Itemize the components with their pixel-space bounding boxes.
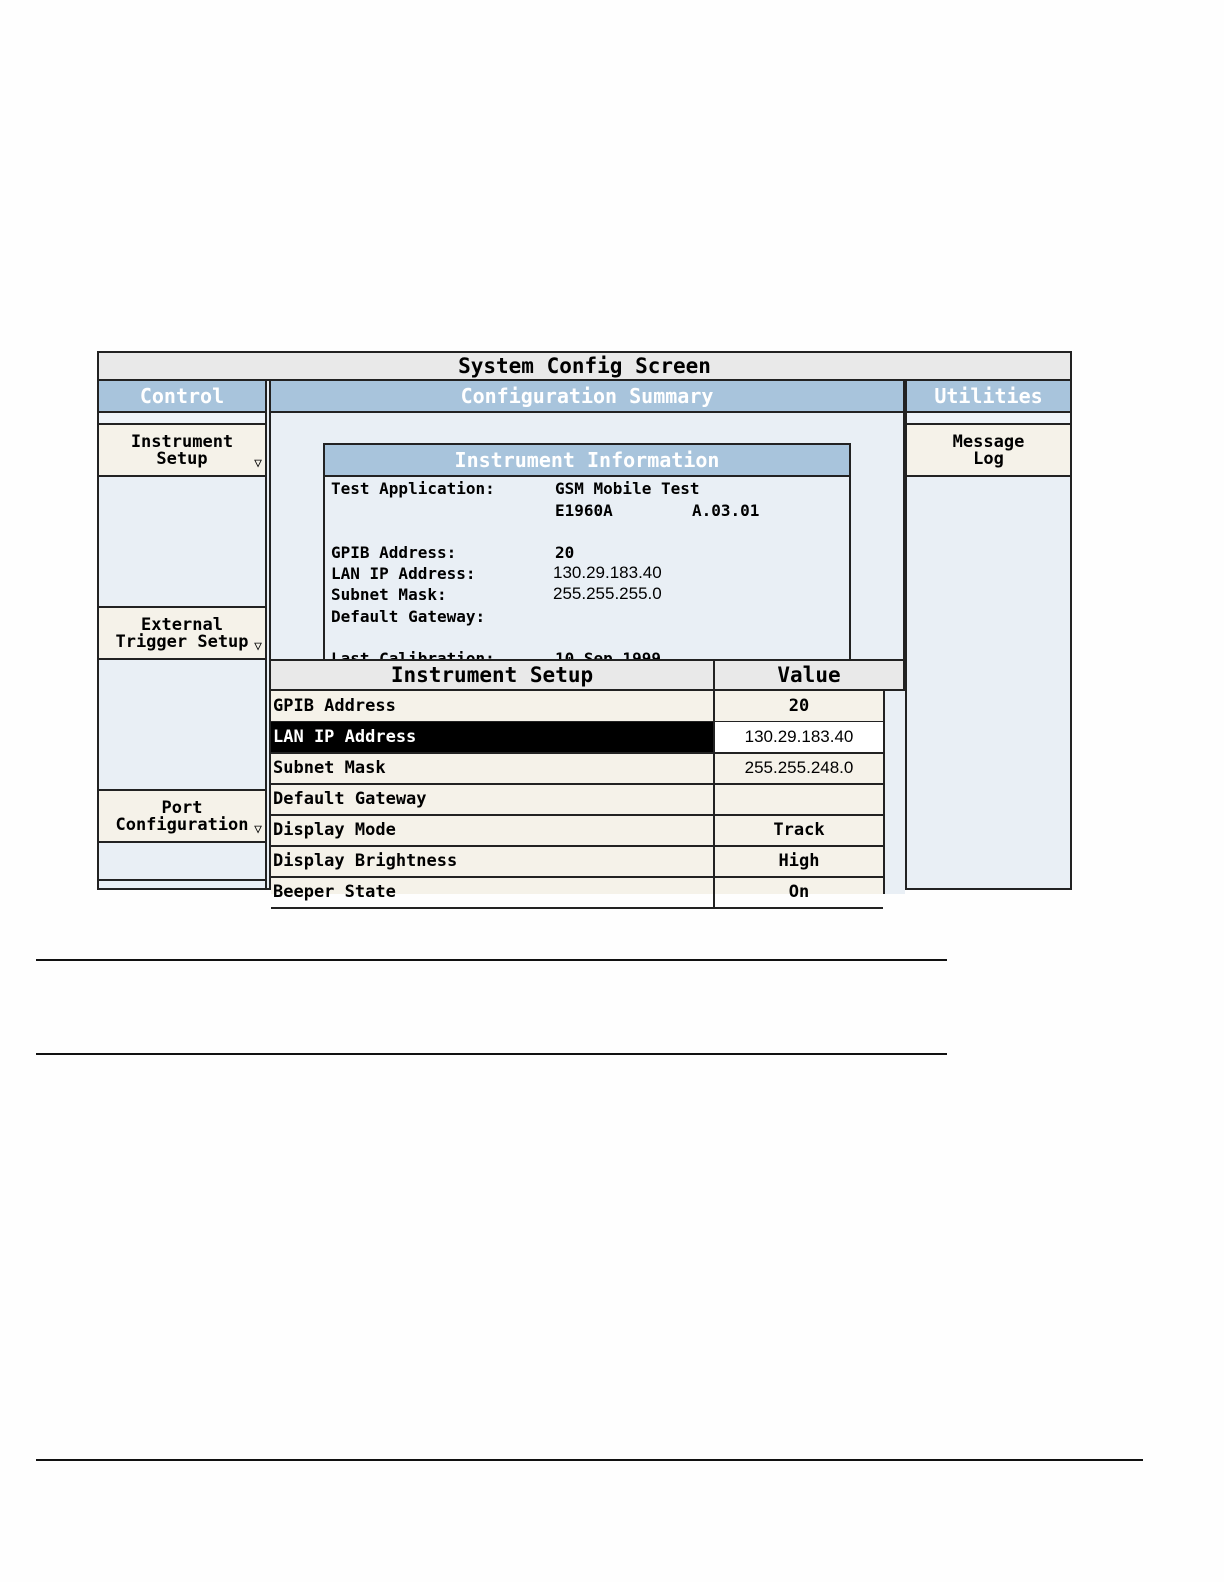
setting-value: 130.29.183.40: [715, 722, 883, 752]
firmware-revision: A.03.01: [692, 501, 760, 520]
subnet-mask-label: Subnet Mask:: [331, 585, 447, 604]
softkey-label-line1: Message: [952, 432, 1025, 452]
model-number: E1960A: [555, 501, 613, 520]
gpib-address-label: GPIB Address:: [331, 543, 457, 562]
submenu-arrow-icon: ▽: [254, 456, 262, 471]
lan-ip-address-label: LAN IP Address:: [331, 564, 476, 583]
control-header: Control: [99, 381, 265, 413]
table-row[interactable]: [271, 877, 883, 909]
table-scrollbar[interactable]: [883, 691, 905, 894]
subnet-mask-value: 255.255.255.0: [553, 584, 662, 603]
footer-rule: [36, 1459, 1143, 1461]
table-row[interactable]: [271, 815, 883, 847]
setting-name: GPIB Address: [271, 691, 715, 721]
setting-name: LAN IP Address: [271, 722, 715, 752]
message-log-softkey[interactable]: [907, 423, 1070, 477]
setting-name: Display Brightness: [271, 846, 715, 876]
setting-name: Display Mode: [271, 815, 715, 845]
instrument-information-box: [323, 443, 851, 673]
softkey-label-line1: Port: [161, 798, 203, 818]
softkey-label-line2: Configuration: [115, 815, 249, 835]
gpib-address-value: 20: [555, 543, 575, 562]
control-panel: [99, 381, 267, 888]
setting-value: Track: [773, 820, 825, 840]
table-row[interactable]: [271, 753, 883, 785]
softkey-label-line2: Trigger Setup: [115, 632, 249, 652]
setting-value: On: [788, 882, 810, 902]
setting-value: 20: [788, 696, 810, 716]
table-row[interactable]: [271, 784, 883, 816]
submenu-arrow-icon: ▽: [254, 639, 262, 654]
submenu-arrow-icon: ▽: [254, 822, 262, 837]
test-application-label: Test Application:: [331, 479, 495, 498]
table-row[interactable]: [271, 846, 883, 878]
setting-name: Beeper State: [271, 877, 715, 907]
default-gateway-label: Default Gateway:: [331, 607, 486, 626]
setting-name: Subnet Mask: [271, 753, 715, 783]
instrument-information-header: Instrument Information: [325, 445, 849, 477]
softkey-label-line2: Setup: [156, 449, 208, 469]
horizontal-rule: [36, 959, 947, 961]
port-configuration-softkey[interactable]: [99, 789, 265, 843]
screen-title: System Config Screen: [99, 353, 1070, 381]
softkey-label-line1: External: [141, 615, 223, 635]
instrument-setup-column-header: Instrument Setup: [271, 659, 715, 691]
system-config-screen: [97, 351, 1072, 902]
softkey-divider: [99, 879, 265, 881]
value-column-header: Value: [715, 659, 903, 691]
external-trigger-setup-softkey[interactable]: [99, 606, 265, 660]
softkey-label-line2: Log: [973, 449, 1004, 469]
utilities-header: Utilities: [907, 381, 1070, 413]
table-row[interactable]: [271, 691, 883, 723]
setting-value: 255.255.248.0: [744, 758, 854, 777]
setting-value: High: [778, 851, 820, 871]
instrument-setup-softkey[interactable]: [99, 423, 265, 477]
setting-name: Default Gateway: [271, 784, 715, 814]
instrument-setup-table: [271, 659, 903, 902]
table-row-selected[interactable]: [271, 722, 883, 754]
lan-ip-address-value: 130.29.183.40: [553, 563, 662, 582]
setting-value: [715, 784, 883, 814]
horizontal-rule: [36, 1053, 947, 1055]
softkey-label-line1: Instrument: [130, 432, 234, 452]
test-application-value: GSM Mobile Test: [555, 479, 700, 498]
configuration-summary-header: Configuration Summary: [271, 381, 903, 413]
configuration-summary-panel: [269, 381, 905, 902]
utilities-panel: [905, 381, 1070, 888]
